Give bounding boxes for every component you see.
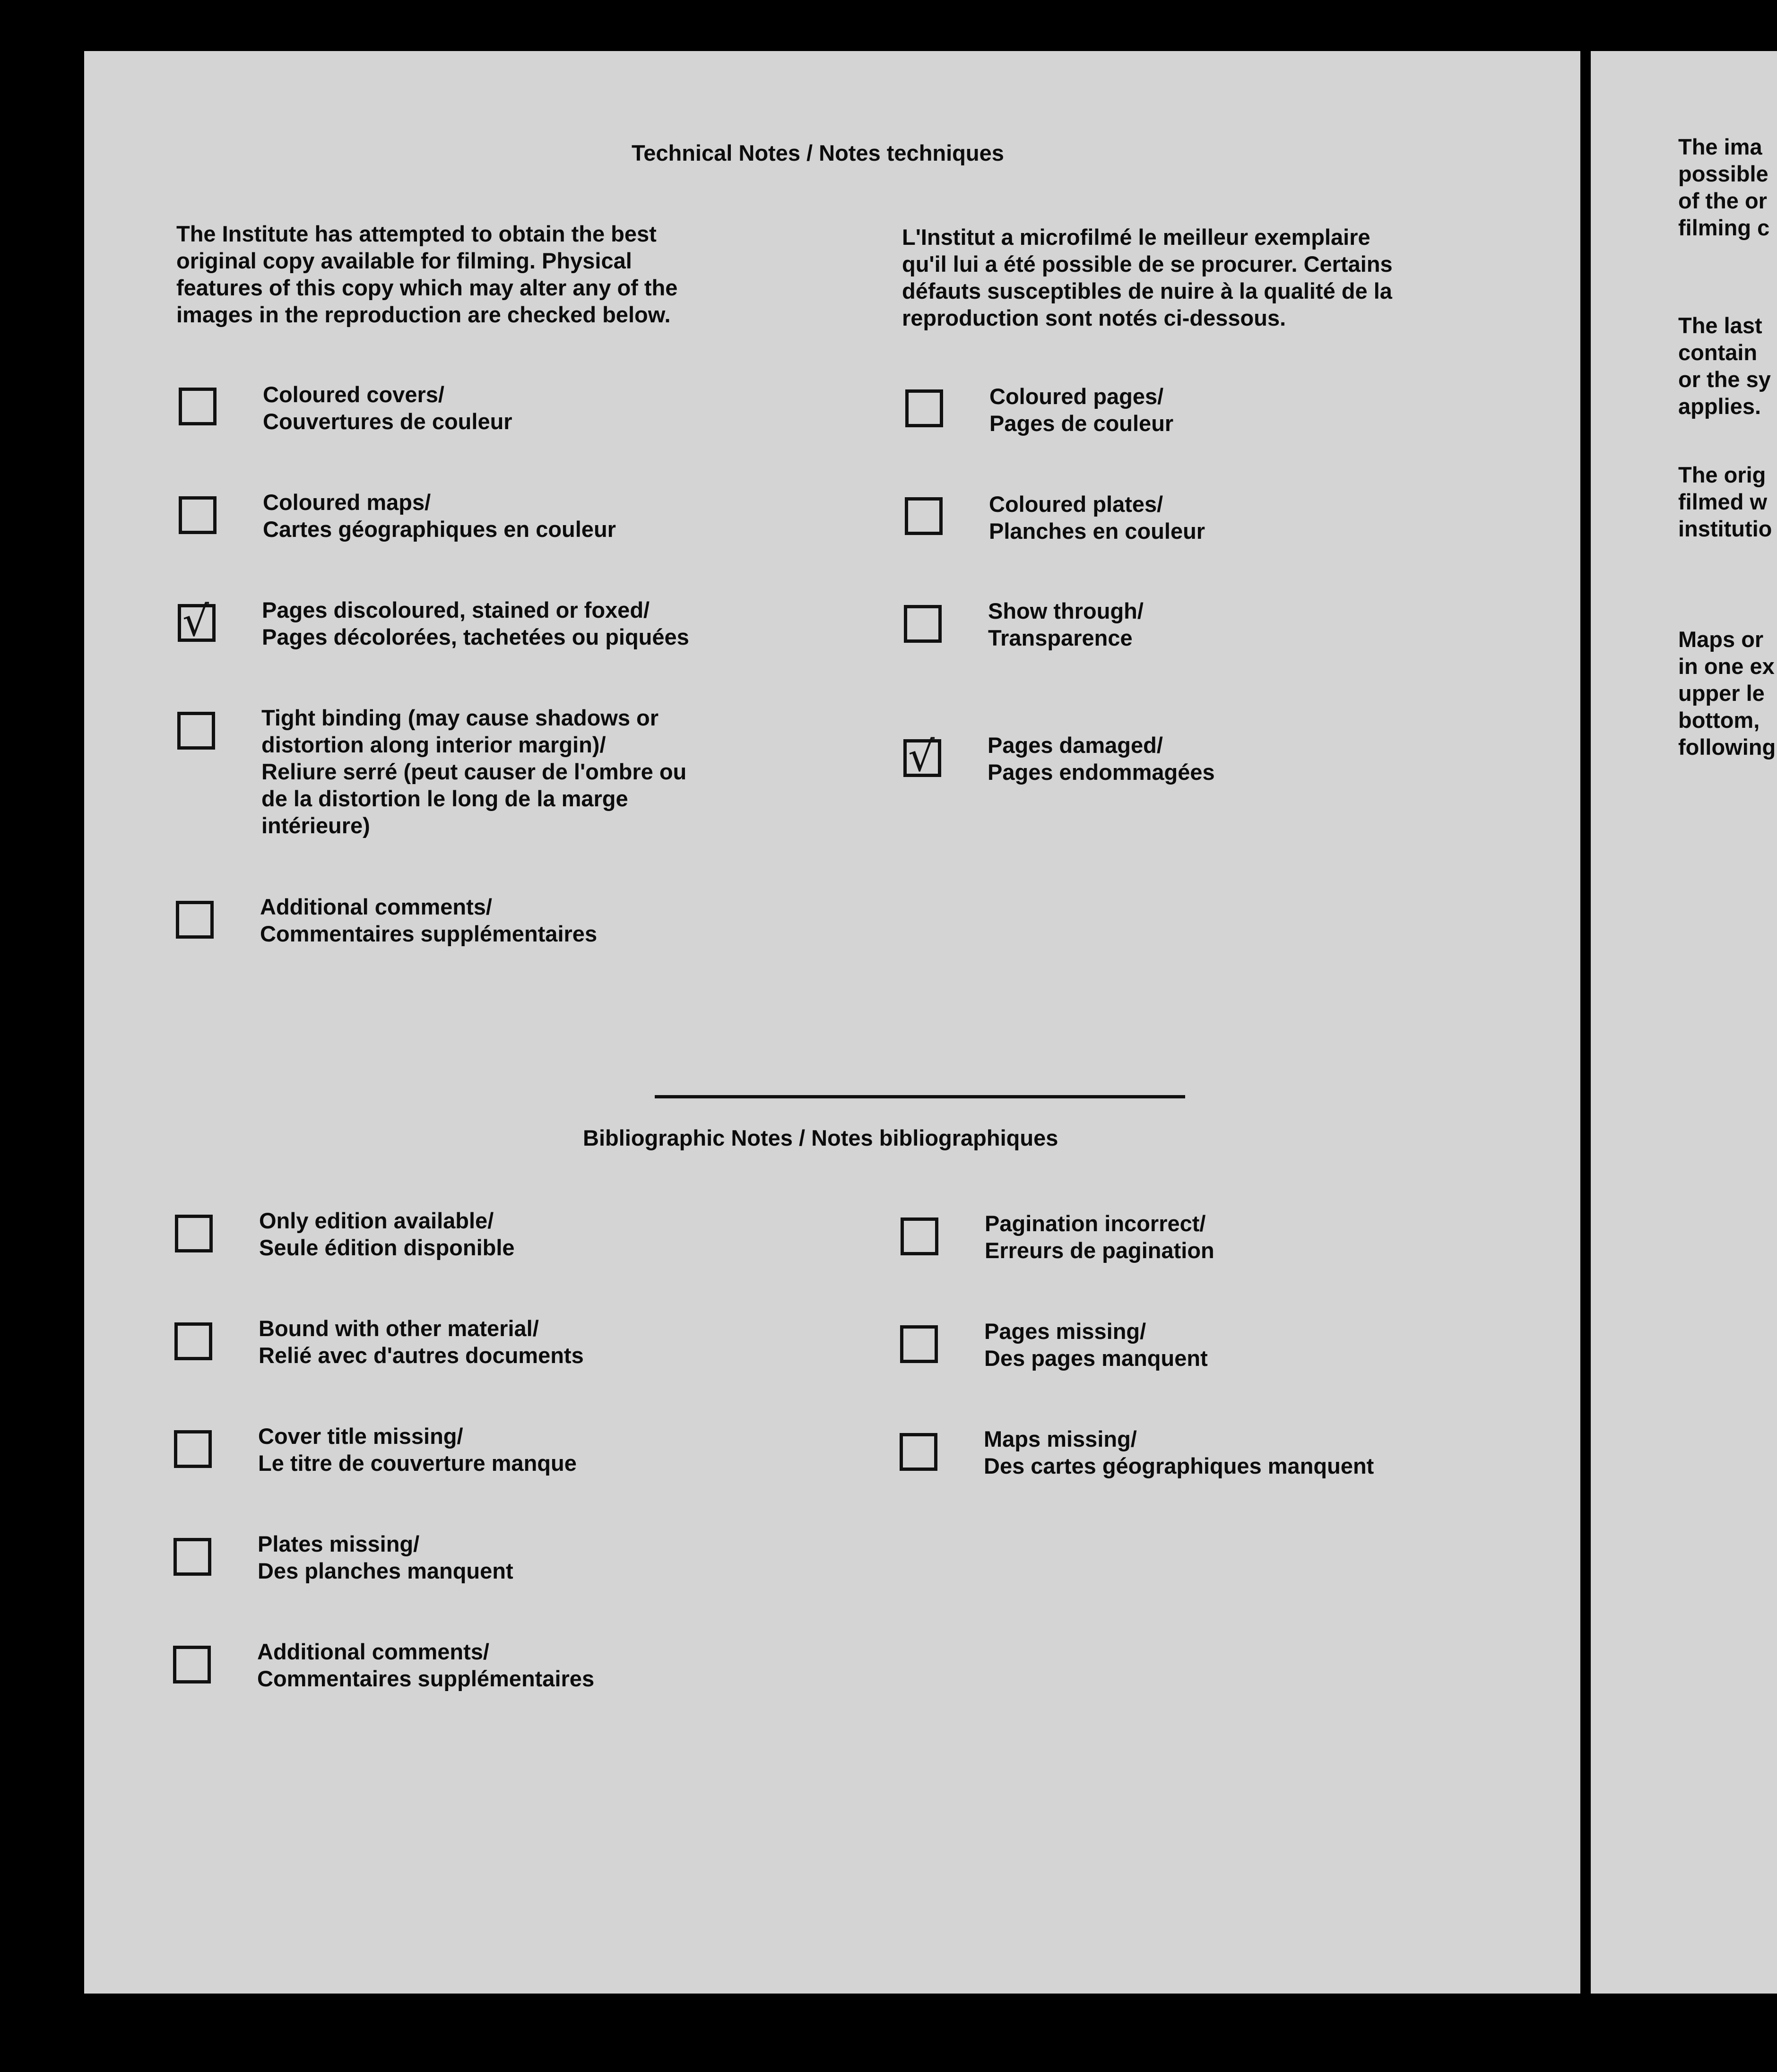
- cutoff-paragraph-4: Maps or in one ex upper le bottom, following: [1678, 627, 1776, 760]
- bibliographic-notes-heading: Bibliographic Notes / Notes bibliographiques: [583, 1125, 1058, 1150]
- checkbox-only-edition[interactable]: [175, 1215, 213, 1252]
- label-pages-damaged: Pages damaged/ Pages endommagées: [988, 733, 1215, 785]
- checkbox-maps-missing[interactable]: [900, 1433, 937, 1471]
- label-pagination-incorrect: Pagination incorrect/ Erreurs de pagination: [985, 1211, 1214, 1263]
- checkbox-show-through[interactable]: [904, 605, 942, 643]
- checkbox-pages-damaged[interactable]: [903, 732, 941, 781]
- label-additional-comments-bibliographic: Additional comments/ Commentaires supplémentaires: [257, 1639, 595, 1691]
- checkbox-tight-binding[interactable]: [177, 712, 215, 750]
- checkbox-coloured-maps[interactable]: [179, 496, 217, 534]
- checkbox-coloured-covers[interactable]: [179, 388, 217, 425]
- cutoff-paragraph-1: The ima possible of the or filming c: [1678, 134, 1770, 240]
- label-coloured-pages: Coloured pages/ Pages de couleur: [989, 384, 1174, 436]
- label-plates-missing: Plates missing/ Des planches manquent: [258, 1531, 513, 1583]
- checkbox-pages-discoloured[interactable]: [178, 597, 216, 646]
- label-additional-comments-technical: Additional comments/ Commentaires supplémentaires: [260, 894, 598, 946]
- checkbox-coloured-pages[interactable]: [905, 389, 943, 427]
- checkbox-coloured-plates[interactable]: [905, 497, 943, 535]
- check-mark-icon: √: [908, 732, 935, 781]
- label-coloured-covers: Coloured covers/ Couvertures de couleur: [263, 382, 512, 434]
- label-bound-with: Bound with other material/ Relié avec d'autres documents: [259, 1316, 584, 1368]
- label-coloured-maps: Coloured maps/ Cartes géographiques en couleur: [263, 490, 616, 542]
- checkbox-additional-comments-technical[interactable]: [176, 901, 214, 939]
- cutoff-paragraph-3: The orig filmed w institutio: [1678, 462, 1772, 541]
- checkbox-pagination-incorrect[interactable]: [901, 1217, 938, 1255]
- cutoff-paragraph-2: The last contain or the sy applies.: [1678, 313, 1771, 419]
- check-mark-icon: √: [182, 597, 209, 646]
- label-pages-missing: Pages missing/ Des pages manquent: [984, 1319, 1208, 1371]
- label-tight-binding: Tight binding (may cause shadows or distortion along interior margin)/ Reliure serré (peut causer de l'ombre ou de la distortion le long de la marge intérieure): [261, 705, 687, 838]
- label-only-edition: Only edition available/ Seule édition disponible: [259, 1208, 515, 1260]
- label-coloured-plates: Coloured plates/ Planches en couleur: [989, 492, 1205, 544]
- checkbox-pages-missing[interactable]: [900, 1325, 938, 1363]
- checkbox-bound-with[interactable]: [174, 1322, 212, 1360]
- checkbox-additional-comments-bibliographic[interactable]: [173, 1646, 211, 1684]
- label-maps-missing: Maps missing/ Des cartes géographiques manquent: [984, 1426, 1374, 1478]
- label-pages-discoloured: Pages discoloured, stained or foxed/ Pages décolorées, tachetées ou piquées: [262, 597, 689, 649]
- section-divider: [655, 1095, 1185, 1098]
- checkbox-cover-title-missing[interactable]: [174, 1430, 212, 1468]
- label-cover-title-missing: Cover title missing/ Le titre de couverture manque: [258, 1424, 577, 1476]
- cutoff-adjacent-page: [1591, 51, 1777, 1994]
- intro-english: The Institute has attempted to obtain the best original copy available for filming. Physical features of this copy which may alter any of the images in the reproduction are checked below.: [176, 221, 678, 327]
- technical-notes-page: [84, 51, 1580, 1994]
- label-show-through: Show through/ Transparence: [988, 598, 1144, 650]
- checkbox-plates-missing[interactable]: [173, 1538, 211, 1576]
- technical-notes-heading: Technical Notes / Notes techniques: [632, 140, 1004, 165]
- intro-french: L'Institut a microfilmé le meilleur exemplaire qu'il lui a été possible de se procurer. Certains défauts susceptibles de nuire à la qualité de la reproduction sont notés ci-dessous.: [902, 224, 1393, 330]
